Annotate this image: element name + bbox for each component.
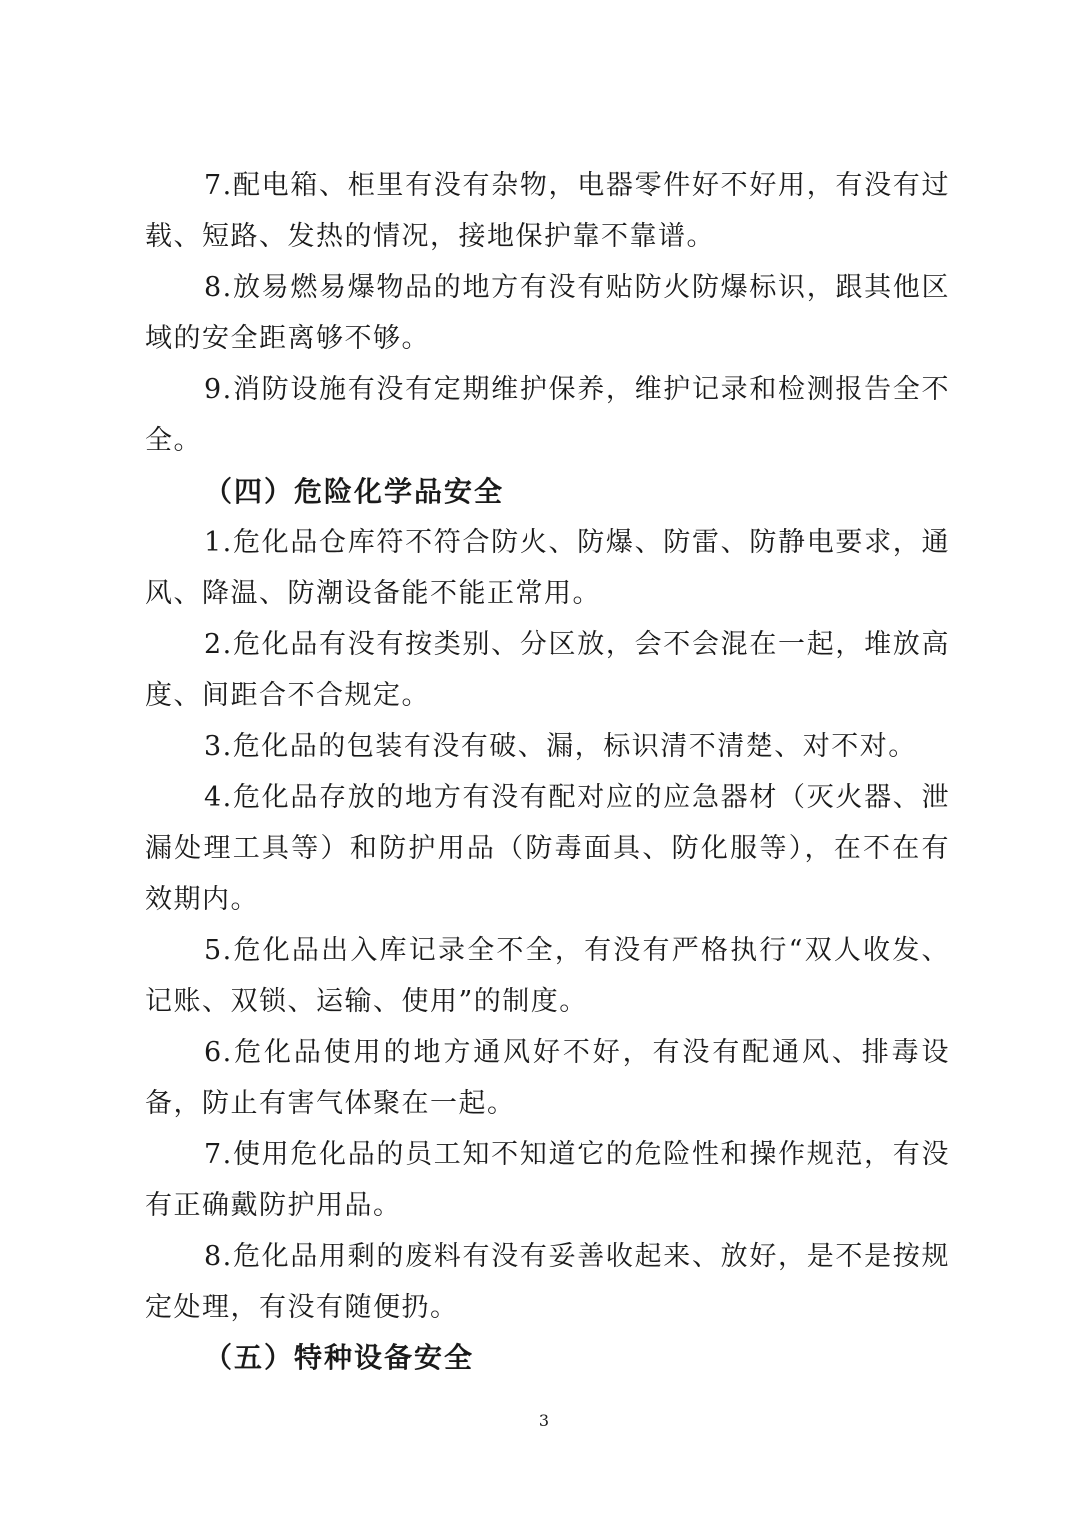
paragraph-item-8-flammable: 8.放易燃易爆物品的地方有没有贴防火防爆标识，跟其他区域的安全距离够不够。 (145, 272, 950, 354)
paragraph-chem-item-5: 5.危化品出入库记录全不全，有没有严格执行“双人收发、记账、双锁、运输、使用”的制度。 (145, 935, 950, 1017)
page-number: 3 (538, 1411, 550, 1430)
paragraph-chem-item-1: 1.危化品仓库符不符合防火、防爆、防雷、防静电要求，通风、降温、防潮设备能不能正常用。 (145, 527, 950, 609)
paragraph-item-7-electrical: 7.配电箱、柜里有没有杂物，电器零件好不好用，有没有过载、短路、发热的情况，接地保护靠不靠谱。 (145, 170, 950, 252)
paragraph-chem-item-8: 8.危化品用剩的废料有没有妥善收起来、放好，是不是按规定处理，有没有随便扔。 (145, 1241, 950, 1323)
section-heading-special-equipment: （五）特种设备安全 (204, 1341, 475, 1374)
paragraph-chem-item-7: 7.使用危化品的员工知不知道它的危险性和操作规范，有没有正确戴防护用品。 (145, 1139, 950, 1221)
section-heading-hazardous-chemicals: （四）危险化学品安全 (204, 475, 505, 508)
paragraph-item-9-fire-facilities: 9.消防设施有没有定期维护保养，维护记录和检测报告全不全。 (145, 374, 950, 456)
paragraph-chem-item-2: 2.危化品有没有按类别、分区放，会不会混在一起，堆放高度、间距合不合规定。 (145, 629, 950, 711)
paragraph-chem-item-3: 3.危化品的包装有没有破、漏，标识清不清楚、对不对。 (204, 731, 917, 762)
paragraph-chem-item-6: 6.危化品使用的地方通风好不好，有没有配通风、排毒设备，防止有害气体聚在一起。 (145, 1037, 950, 1119)
paragraph-chem-item-4: 4.危化品存放的地方有没有配对应的应急器材（灭火器、泄漏处理工具等）和防护用品（防毒面具、防化服等），在不在有效期内。 (145, 782, 950, 915)
